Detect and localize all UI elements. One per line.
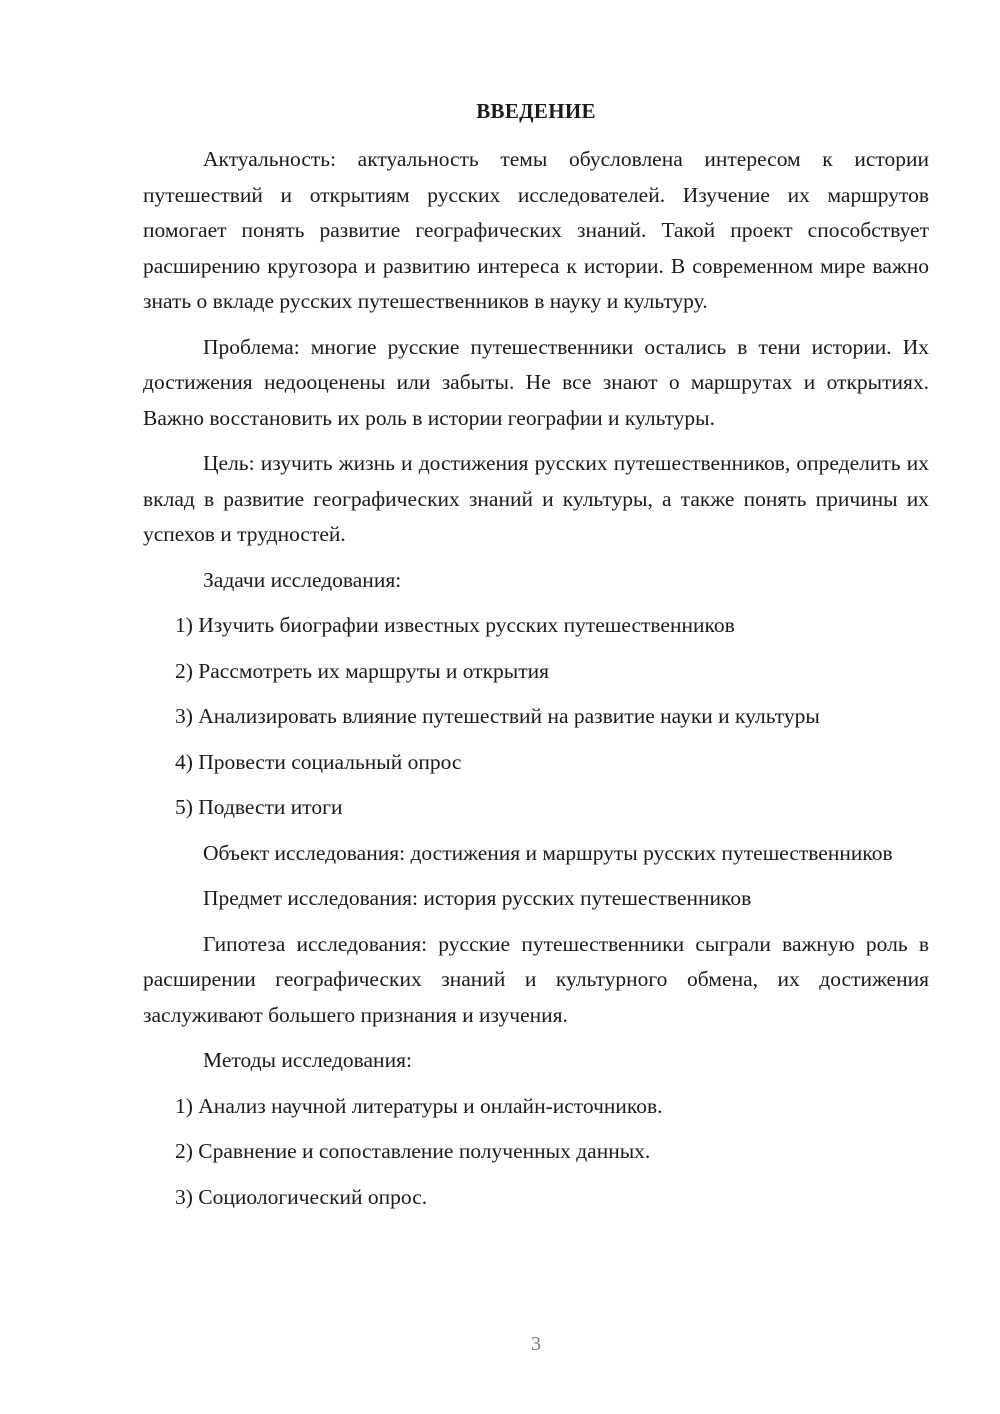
goal-paragraph: Цель: изучить жизнь и достижения русских путешественников, определить их вклад в развитие географических знаний и культуры, а также понять причины их успехов и трудностей. — [143, 451, 929, 546]
task-item: 1) Изучить биографии известных русских путешественников — [175, 613, 735, 637]
page-number: 3 — [531, 1333, 541, 1355]
problem-paragraph: Проблема: многие русские путешественники остались в тени истории. Их достижения недооценены или забыты. Не все знают о маршрутах и открытиях. Важно восстановить их роль в истории географии и культуры. — [143, 334, 929, 430]
method-item: 3) Социологический опрос. — [175, 1184, 428, 1209]
hypothesis-paragraph: Гипотеза исследования: русские путешественники сыграли важную роль в расширении географических знаний и культурного обмена, их достижения заслуживают большего признания и изучения. — [143, 931, 929, 1027]
object-paragraph: Объект исследования: достижения и маршруты русских путешественников — [203, 840, 893, 865]
method-item: 2) Сравнение и сопоставление полученных данных. — [175, 1139, 651, 1163]
subject-paragraph: Предмет исследования: история русских путешественников — [203, 886, 752, 910]
task-item: 5) Подвести итоги — [175, 795, 343, 819]
method-item: 1) Анализ научной литературы и онлайн-источников. — [175, 1093, 663, 1118]
methods-heading: Методы исследования: — [203, 1048, 412, 1072]
document-body — [143, 142, 929, 1225]
document-page — [143, 0, 929, 1414]
tasks-heading: Задачи исследования: — [203, 567, 402, 592]
task-item: 4) Провести социальный опрос — [175, 749, 462, 774]
relevance-paragraph: Актуальность: актуальность темы обусловлена интересом к истории путешествий и открытиям русских исследователей. Изучение их маршрутов помогает понять развитие географических знаний. Такой проект способствует расширению кругозора и развитию интереса к истории. В современном мире важно знать о вкладе русских путешественников в науку и культуру. — [143, 147, 929, 313]
task-item: 3) Анализировать влияние путешествий на развитие науки и культуры — [175, 704, 820, 728]
task-item: 2) Рассмотреть их маршруты и открытия — [175, 658, 550, 683]
page-title: ВВЕДЕНИЕ — [476, 99, 596, 123]
